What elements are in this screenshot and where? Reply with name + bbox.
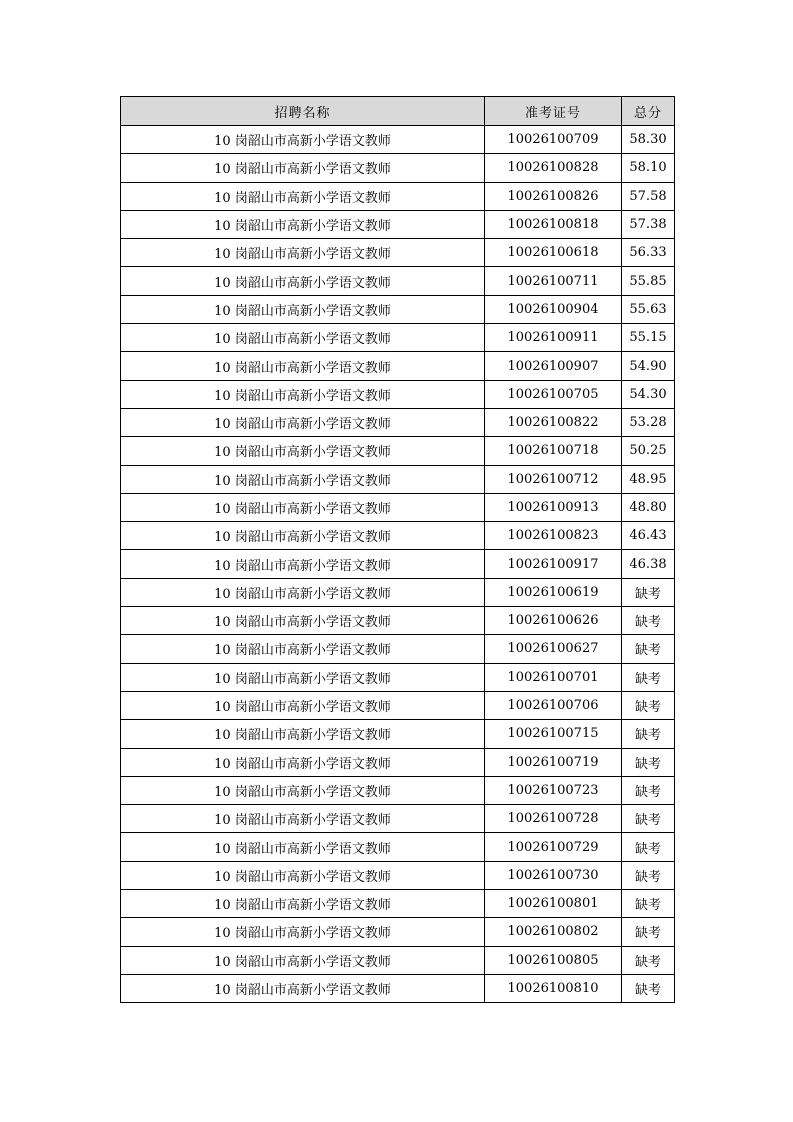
cell-exam-id: 10026100705 [485, 380, 622, 408]
cell-exam-id: 10026100730 [485, 861, 622, 889]
cell-total-score: 缺考 [622, 974, 675, 1002]
cell-total-score: 缺考 [622, 890, 675, 918]
cell-position: 10 岗韶山市高新小学语文教师 [121, 437, 485, 465]
cell-total-score: 55.15 [622, 324, 675, 352]
cell-position: 10 岗韶山市高新小学语文教师 [121, 465, 485, 493]
table-row [121, 607, 675, 635]
cell-position: 10 岗韶山市高新小学语文教师 [121, 635, 485, 663]
cell-exam-id: 10026100729 [485, 833, 622, 861]
score-table [120, 96, 675, 1003]
cell-position: 10 岗韶山市高新小学语文教师 [121, 691, 485, 719]
table-row [121, 890, 675, 918]
cell-exam-id: 10026100818 [485, 210, 622, 238]
cell-position: 10 岗韶山市高新小学语文教师 [121, 380, 485, 408]
cell-exam-id: 10026100626 [485, 607, 622, 635]
cell-exam-id: 10026100801 [485, 890, 622, 918]
cell-total-score: 缺考 [622, 776, 675, 804]
table-row [121, 210, 675, 238]
table-row [121, 918, 675, 946]
cell-exam-id: 10026100719 [485, 748, 622, 776]
cell-position: 10 岗韶山市高新小学语文教师 [121, 295, 485, 323]
cell-total-score: 54.90 [622, 352, 675, 380]
cell-total-score: 55.85 [622, 267, 675, 295]
cell-position: 10 岗韶山市高新小学语文教师 [121, 974, 485, 1002]
cell-exam-id: 10026100711 [485, 267, 622, 295]
table-row [121, 380, 675, 408]
table-row [121, 974, 675, 1002]
cell-exam-id: 10026100823 [485, 522, 622, 550]
cell-position: 10 岗韶山市高新小学语文教师 [121, 324, 485, 352]
table-row [121, 352, 675, 380]
table-row [121, 663, 675, 691]
cell-total-score: 缺考 [622, 578, 675, 606]
table-row [121, 635, 675, 663]
cell-position: 10 岗韶山市高新小学语文教师 [121, 890, 485, 918]
cell-exam-id: 10026100805 [485, 946, 622, 974]
cell-exam-id: 10026100723 [485, 776, 622, 804]
cell-position: 10 岗韶山市高新小学语文教师 [121, 550, 485, 578]
table-row [121, 437, 675, 465]
cell-position: 10 岗韶山市高新小学语文教师 [121, 154, 485, 182]
cell-position: 10 岗韶山市高新小学语文教师 [121, 352, 485, 380]
cell-total-score: 缺考 [622, 691, 675, 719]
cell-total-score: 缺考 [622, 748, 675, 776]
header-position: 招聘名称 [121, 97, 485, 126]
cell-position: 10 岗韶山市高新小学语文教师 [121, 493, 485, 521]
cell-total-score: 57.38 [622, 210, 675, 238]
header-exam-id: 准考证号 [485, 97, 622, 126]
cell-exam-id: 10026100802 [485, 918, 622, 946]
table-row [121, 295, 675, 323]
cell-exam-id: 10026100826 [485, 182, 622, 210]
header-row [121, 97, 675, 126]
cell-total-score: 54.30 [622, 380, 675, 408]
cell-exam-id: 10026100718 [485, 437, 622, 465]
cell-position: 10 岗韶山市高新小学语文教师 [121, 776, 485, 804]
cell-total-score: 48.80 [622, 493, 675, 521]
cell-total-score: 缺考 [622, 607, 675, 635]
cell-position: 10 岗韶山市高新小学语文教师 [121, 267, 485, 295]
cell-position: 10 岗韶山市高新小学语文教师 [121, 408, 485, 436]
cell-exam-id: 10026100627 [485, 635, 622, 663]
cell-position: 10 岗韶山市高新小学语文教师 [121, 861, 485, 889]
table-row [121, 239, 675, 267]
table-row [121, 267, 675, 295]
table-row [121, 720, 675, 748]
cell-exam-id: 10026100715 [485, 720, 622, 748]
cell-total-score: 缺考 [622, 918, 675, 946]
cell-total-score: 缺考 [622, 720, 675, 748]
cell-total-score: 缺考 [622, 861, 675, 889]
cell-position: 10 岗韶山市高新小学语文教师 [121, 182, 485, 210]
cell-position: 10 岗韶山市高新小学语文教师 [121, 720, 485, 748]
cell-total-score: 56.33 [622, 239, 675, 267]
cell-position: 10 岗韶山市高新小学语文教师 [121, 522, 485, 550]
header-total-score: 总分 [622, 97, 675, 126]
table-row [121, 691, 675, 719]
table-row [121, 805, 675, 833]
table-row [121, 550, 675, 578]
cell-exam-id: 10026100728 [485, 805, 622, 833]
cell-total-score: 57.58 [622, 182, 675, 210]
cell-total-score: 缺考 [622, 946, 675, 974]
cell-total-score: 46.43 [622, 522, 675, 550]
table-row [121, 182, 675, 210]
cell-exam-id: 10026100706 [485, 691, 622, 719]
table-row [121, 154, 675, 182]
table-row [121, 493, 675, 521]
cell-exam-id: 10026100904 [485, 295, 622, 323]
table-row [121, 324, 675, 352]
cell-position: 10 岗韶山市高新小学语文教师 [121, 748, 485, 776]
table-row [121, 522, 675, 550]
cell-exam-id: 10026100619 [485, 578, 622, 606]
cell-exam-id: 10026100701 [485, 663, 622, 691]
table-body [121, 126, 675, 1003]
cell-total-score: 缺考 [622, 833, 675, 861]
cell-position: 10 岗韶山市高新小学语文教师 [121, 833, 485, 861]
cell-exam-id: 10026100618 [485, 239, 622, 267]
table-row [121, 861, 675, 889]
cell-position: 10 岗韶山市高新小学语文教师 [121, 918, 485, 946]
cell-exam-id: 10026100709 [485, 126, 622, 154]
cell-exam-id: 10026100822 [485, 408, 622, 436]
cell-position: 10 岗韶山市高新小学语文教师 [121, 805, 485, 833]
cell-total-score: 48.95 [622, 465, 675, 493]
cell-exam-id: 10026100828 [485, 154, 622, 182]
cell-exam-id: 10026100907 [485, 352, 622, 380]
cell-exam-id: 10026100810 [485, 974, 622, 1002]
table-row [121, 748, 675, 776]
cell-exam-id: 10026100913 [485, 493, 622, 521]
cell-total-score: 46.38 [622, 550, 675, 578]
cell-total-score: 53.28 [622, 408, 675, 436]
table-row [121, 408, 675, 436]
cell-total-score: 58.30 [622, 126, 675, 154]
table-row [121, 126, 675, 154]
cell-exam-id: 10026100917 [485, 550, 622, 578]
cell-total-score: 缺考 [622, 635, 675, 663]
table-row [121, 465, 675, 493]
cell-position: 10 岗韶山市高新小学语文教师 [121, 607, 485, 635]
cell-exam-id: 10026100911 [485, 324, 622, 352]
cell-total-score: 50.25 [622, 437, 675, 465]
table-header [121, 97, 675, 126]
cell-exam-id: 10026100712 [485, 465, 622, 493]
table-row [121, 578, 675, 606]
cell-total-score: 缺考 [622, 805, 675, 833]
table-row [121, 833, 675, 861]
cell-position: 10 岗韶山市高新小学语文教师 [121, 946, 485, 974]
cell-total-score: 55.63 [622, 295, 675, 323]
cell-position: 10 岗韶山市高新小学语文教师 [121, 239, 485, 267]
cell-position: 10 岗韶山市高新小学语文教师 [121, 126, 485, 154]
cell-total-score: 缺考 [622, 663, 675, 691]
cell-position: 10 岗韶山市高新小学语文教师 [121, 663, 485, 691]
cell-position: 10 岗韶山市高新小学语文教师 [121, 210, 485, 238]
table-row [121, 946, 675, 974]
cell-position: 10 岗韶山市高新小学语文教师 [121, 578, 485, 606]
cell-total-score: 58.10 [622, 154, 675, 182]
table-row [121, 776, 675, 804]
